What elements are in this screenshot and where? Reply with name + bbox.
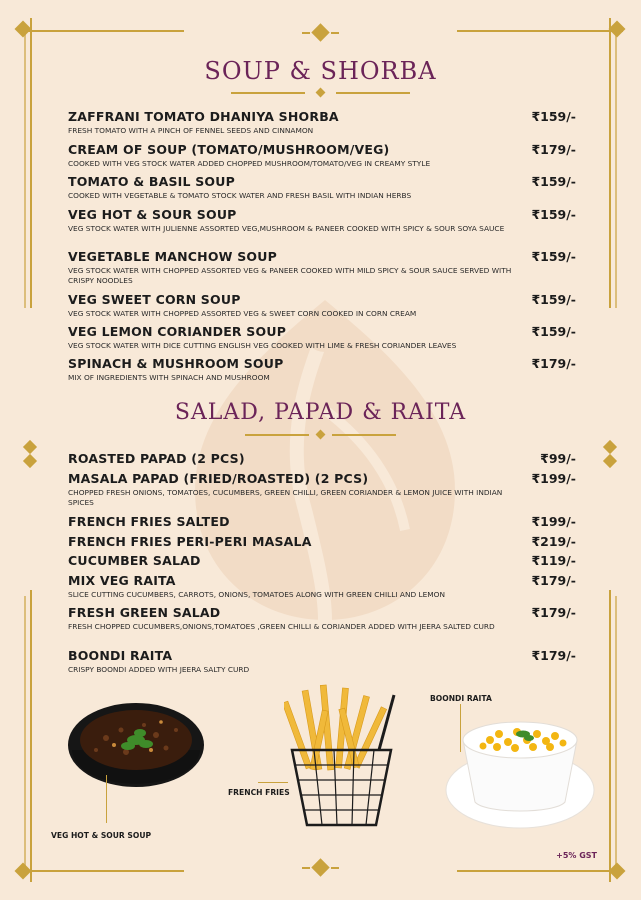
- item-name: VEGETABLE MANCHOW SOUP: [68, 249, 277, 264]
- item-name: ROASTED PAPAD (2 PCS): [68, 451, 245, 466]
- item-price: ₹159/-: [531, 324, 576, 339]
- menu-item: [68, 324, 576, 351]
- bottom-center-line-left: [302, 867, 310, 869]
- item-name: TOMATO & BASIL SOUP: [68, 174, 235, 189]
- corner-ornament-bottom-left: [15, 863, 32, 880]
- top-center-line-right: [331, 32, 339, 34]
- item-price: ₹199/-: [531, 514, 576, 529]
- item-price: ₹179/-: [531, 605, 576, 620]
- item-name: MIX VEG RAITA: [68, 573, 176, 588]
- boondi-raita-photo: [445, 710, 595, 830]
- frame-line-left-bottom: [30, 590, 32, 882]
- item-price: ₹179/-: [531, 573, 576, 588]
- french-fries-photo: [284, 680, 399, 830]
- menu-item: [68, 109, 576, 136]
- soup-label-connector: [106, 775, 107, 823]
- item-name: CUCUMBER SALAD: [68, 553, 201, 568]
- menu-item: [68, 207, 576, 234]
- menu-item: [68, 451, 576, 466]
- salad-title-underline-left: [245, 434, 309, 436]
- frame-line-left-bottom-inner: [24, 596, 26, 876]
- soup-title-underline-right: [336, 92, 410, 94]
- item-name: SPINACH & MUSHROOM SOUP: [68, 356, 284, 371]
- item-price: ₹219/-: [531, 534, 576, 549]
- menu-item: [68, 356, 576, 383]
- menu-item: [68, 553, 576, 568]
- item-description: CHOPPED FRESH ONIONS, TOMATOES, CUCUMBERS, GREEN CHILLI, GREEN CORIANDER & LEMON JUICE WITH INDIAN SPICES: [68, 488, 503, 507]
- salad-title-underline-right: [332, 434, 396, 436]
- raita-photo-label: BOONDI RAITA: [430, 694, 492, 703]
- menu-item: [68, 573, 576, 600]
- item-name: VEG LEMON CORIANDER SOUP: [68, 324, 287, 339]
- item-description: COOKED WITH VEG STOCK WATER ADDED CHOPPED MUSHROOM/TOMATO/VEG IN CREAMY STYLE: [68, 159, 431, 168]
- item-price: ₹99/-: [540, 451, 576, 466]
- hot-sour-soup-photo: [66, 700, 206, 810]
- side-ornament-left-2: [23, 454, 37, 468]
- item-price: ₹159/-: [531, 249, 576, 264]
- item-price: ₹159/-: [531, 207, 576, 222]
- item-name: VEG HOT & SOUR SOUP: [68, 207, 237, 222]
- top-center-line-left: [302, 32, 310, 34]
- item-description: CRISPY BOONDI ADDED WITH JEERA SALTY CURD: [68, 665, 250, 674]
- item-name: BOONDI RAITA: [68, 648, 173, 663]
- item-description: SLICE CUTTING CUCUMBERS, CARROTS, ONIONS, TOMATOES ALONG WITH GREEN CHILLI AND LEMON: [68, 590, 446, 599]
- frame-line-top-left: [18, 30, 184, 32]
- fries-photo-label: FRENCH FRIES: [228, 788, 290, 797]
- menu-item: [68, 174, 576, 201]
- item-name: VEG SWEET CORN SOUP: [68, 292, 241, 307]
- item-price: ₹159/-: [531, 109, 576, 124]
- corner-ornament-top-left: [15, 21, 32, 38]
- frame-line-top-right: [457, 30, 623, 32]
- item-price: ₹179/-: [531, 356, 576, 371]
- menu-item: [68, 292, 576, 319]
- gst-note: +5% GST: [556, 851, 597, 860]
- item-price: ₹119/-: [531, 553, 576, 568]
- item-price: ₹159/-: [531, 174, 576, 189]
- item-name: FRENCH FRIES PERI-PERI MASALA: [68, 534, 312, 549]
- item-price: ₹179/-: [531, 142, 576, 157]
- menu-item: [68, 534, 576, 549]
- menu-item: [68, 249, 576, 286]
- menu-item: [68, 514, 576, 529]
- item-price: ₹179/-: [531, 648, 576, 663]
- menu-item: [68, 142, 576, 169]
- item-description: VEG STOCK WATER WITH DICE CUTTING ENGLISH VEG COOKED WITH LIME & FRESH CORIANDER LEAVES: [68, 341, 457, 350]
- item-description: FRESH TOMATO WITH A PINCH OF FENNEL SEEDS AND CINNAMON: [68, 126, 314, 135]
- menu-item: [68, 648, 576, 675]
- item-price: ₹159/-: [531, 292, 576, 307]
- frame-line-bottom-left: [18, 870, 184, 872]
- soup-photo-label: VEG HOT & SOUR SOUP: [51, 831, 152, 840]
- item-description: VEG STOCK WATER WITH JULIENNE ASSORTED VEG,MUSHROOM & PANEER COOKED WITH SPICY & SOUR SOYA SAUCE: [68, 224, 505, 233]
- corner-ornament-bottom-right: [609, 863, 626, 880]
- menu-item: [68, 471, 576, 508]
- frame-line-bottom-right: [457, 870, 623, 872]
- item-name: FRENCH FRIES SALTED: [68, 514, 230, 529]
- fries-label-connector: [258, 782, 288, 783]
- item-description: VEG STOCK WATER WITH CHOPPED ASSORTED VEG & PANEER COOKED WITH MILD SPICY & SOUR SAUCE SERVED WITH CRISPY NOODLES: [68, 266, 512, 285]
- item-description: VEG STOCK WATER WITH CHOPPED ASSORTED VEG & SWEET CORN COOKED IN CORN CREAM: [68, 309, 417, 318]
- soup-section-title: SOUP & SHORBA: [204, 57, 437, 85]
- item-description: MIX OF INGREDIENTS WITH SPINACH AND MUSHROOM: [68, 373, 270, 382]
- bottom-center-ornament: [311, 858, 329, 876]
- salad-section-title: SALAD, PAPAD & RAITA: [174, 400, 467, 425]
- item-name: CREAM OF SOUP (TOMATO/MUSHROOM/VEG): [68, 142, 390, 157]
- side-ornament-right-2: [603, 454, 617, 468]
- item-name: MASALA PAPAD (FRIED/ROASTED) (2 PCS): [68, 471, 369, 486]
- item-name: ZAFFRANI TOMATO DHANIYA SHORBA: [68, 109, 339, 124]
- menu-item: [68, 605, 576, 632]
- bottom-center-line-right: [331, 867, 339, 869]
- side-ornament-right-1: [603, 440, 617, 454]
- item-description: COOKED WITH VEGETABLE & TOMATO STOCK WATER AND FRESH BASIL WITH INDIAN HERBS: [68, 191, 412, 200]
- item-description: FRESH CHOPPED CUCUMBERS,ONIONS,TOMATOES ,GREEN CHILLI & CORIANDER ADDED WITH JEERA SALTED CURD: [68, 622, 495, 631]
- frame-line-right-bottom: [609, 590, 611, 882]
- top-center-ornament: [311, 23, 329, 41]
- soup-title-underline-left: [231, 92, 305, 94]
- soup-title-ornament: [316, 88, 326, 98]
- side-ornament-left-1: [23, 440, 37, 454]
- corner-ornament-top-right: [609, 21, 626, 38]
- item-name: FRESH GREEN SALAD: [68, 605, 221, 620]
- item-price: ₹199/-: [531, 471, 576, 486]
- frame-line-right-bottom-inner: [615, 596, 617, 876]
